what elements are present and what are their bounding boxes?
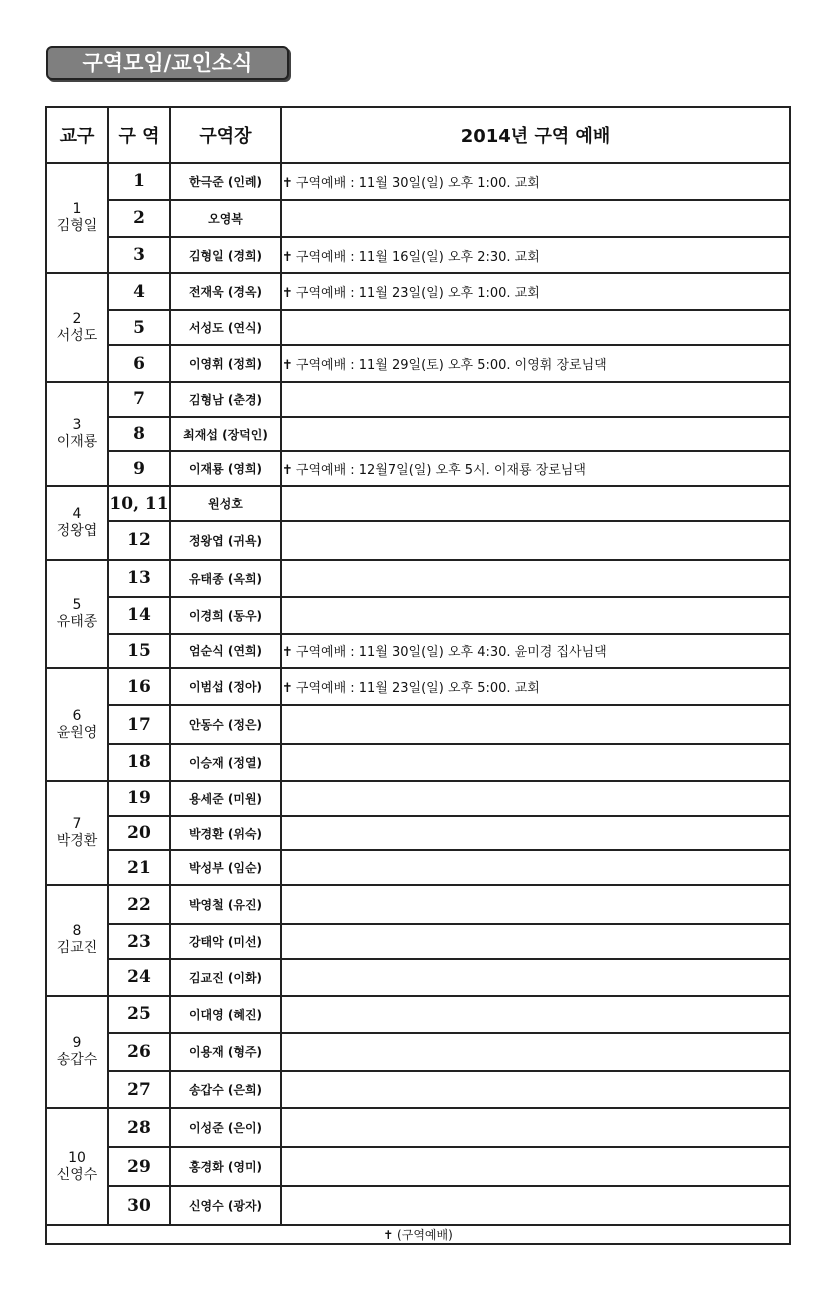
table-row — [46, 816, 790, 851]
district-leader: 전재욱 (경옥) — [170, 273, 281, 310]
worship-schedule-cell — [281, 924, 790, 959]
district-leader: 오영복 — [170, 200, 281, 237]
worship-schedule-cell — [281, 417, 790, 452]
district-leader: 김형일 (경희) — [170, 237, 281, 274]
worship-schedule-cell — [281, 1071, 790, 1108]
header-gyogu: 교구 — [46, 107, 108, 163]
district-leader: 한극준 (인례) — [170, 163, 281, 200]
table-row — [46, 1071, 790, 1108]
table-row — [46, 521, 790, 560]
gyogu-number: 10 — [68, 1149, 86, 1166]
gyogu-pastor-name: 신영수 — [56, 1166, 98, 1183]
gyogu-cell — [46, 781, 108, 885]
footer-legend: ✝ (구역예배) — [46, 1225, 790, 1244]
worship-schedule-cell — [281, 634, 790, 669]
district-leader: 김형남 (춘경) — [170, 382, 281, 417]
table-row — [46, 486, 790, 521]
worship-schedule-cell — [281, 1108, 790, 1147]
worship-schedule-cell — [281, 382, 790, 417]
worship-schedule-text: 구역예배 : 11월 30일(일) 오후 1:00. 교회 — [295, 175, 540, 191]
worship-schedule-text: 구역예배 : 11월 30일(일) 오후 4:30. 윤미경 집사님댁 — [295, 645, 607, 661]
table-row — [46, 1186, 790, 1225]
district-leader: 박성부 (임순) — [170, 850, 281, 885]
district-leader: 원성호 — [170, 486, 281, 521]
table-row — [46, 560, 790, 597]
gyogu-cell — [46, 1108, 108, 1225]
district-leader: 박영철 (유진) — [170, 885, 281, 924]
footer-row — [46, 1225, 790, 1244]
district-leader: 안동수 (정은) — [170, 705, 281, 744]
gyogu-number: 3 — [72, 417, 82, 434]
table-row — [46, 850, 790, 885]
worship-schedule-cell — [281, 996, 790, 1033]
worship-schedule-cell — [281, 597, 790, 634]
district-leader: 서성도 (연식) — [170, 310, 281, 345]
district-number: 15 — [108, 634, 170, 669]
district-number: 1 — [108, 163, 170, 200]
table-row — [46, 885, 790, 924]
district-leader: 이영휘 (정희) — [170, 345, 281, 382]
district-number: 29 — [108, 1147, 170, 1186]
table-row — [46, 705, 790, 744]
cross-icon: ✝ — [282, 286, 293, 302]
district-number: 25 — [108, 996, 170, 1033]
district-leader: 용세준 (미원) — [170, 781, 281, 816]
district-number: 21 — [108, 850, 170, 885]
district-number: 30 — [108, 1186, 170, 1225]
worship-schedule-cell — [281, 850, 790, 885]
table-row — [46, 237, 790, 274]
gyogu-cell — [46, 560, 108, 668]
gyogu-pastor-name: 김형일 — [56, 218, 98, 235]
district-number: 19 — [108, 781, 170, 816]
district-number: 12 — [108, 521, 170, 560]
worship-schedule-cell — [281, 1147, 790, 1186]
worship-schedule-text: 구역예배 : 11월 16일(일) 오후 2:30. 교회 — [295, 249, 540, 265]
district-number: 16 — [108, 668, 170, 705]
cross-icon: ✝ — [282, 175, 293, 191]
gyogu-number: 1 — [72, 201, 82, 218]
worship-schedule-cell — [281, 1186, 790, 1225]
worship-schedule-text: 구역예배 : 11월 29일(토) 오후 5:00. 이영휘 장로님댁 — [295, 358, 607, 373]
worship-schedule-cell — [281, 310, 790, 345]
gyogu-pastor-name: 송갑수 — [56, 1051, 98, 1068]
worship-schedule-cell — [281, 668, 790, 705]
table-row — [46, 200, 790, 237]
district-number: 6 — [108, 345, 170, 382]
worship-schedule-cell — [281, 200, 790, 237]
gyogu-pastor-name: 정왕엽 — [56, 523, 98, 540]
worship-schedule-cell — [281, 521, 790, 560]
table-row — [46, 959, 790, 996]
district-leader: 이경희 (동우) — [170, 597, 281, 634]
header-row — [46, 107, 790, 163]
cross-icon: ✝ — [282, 358, 293, 373]
district-number: 2 — [108, 200, 170, 237]
worship-schedule-cell — [281, 959, 790, 996]
district-leader: 강태악 (미선) — [170, 924, 281, 959]
table-row — [46, 634, 790, 669]
worship-schedule-cell — [281, 816, 790, 851]
table-row — [46, 417, 790, 452]
cross-icon: ✝ — [282, 463, 293, 479]
gyogu-cell — [46, 273, 108, 381]
district-number: 17 — [108, 705, 170, 744]
district-leader: 이용재 (형주) — [170, 1033, 281, 1072]
district-number: 8 — [108, 417, 170, 452]
worship-schedule-cell — [281, 163, 790, 200]
district-number: 14 — [108, 597, 170, 634]
cross-icon: ✝ — [282, 249, 293, 265]
cross-icon: ✝ — [282, 645, 293, 661]
gyogu-cell — [46, 885, 108, 995]
gyogu-number: 2 — [72, 310, 82, 327]
district-number: 5 — [108, 310, 170, 345]
worship-schedule-cell — [281, 705, 790, 744]
worship-schedule-cell — [281, 273, 790, 310]
district-leader: 홍경화 (영미) — [170, 1147, 281, 1186]
district-leader: 신영수 (광자) — [170, 1186, 281, 1225]
district-leader: 정왕엽 (귀욕) — [170, 521, 281, 560]
table-row — [46, 451, 790, 486]
worship-schedule-text: 구역예배 : 11월 23일(일) 오후 1:00. 교회 — [295, 286, 540, 302]
worship-schedule-cell — [281, 345, 790, 382]
worship-schedule-cell — [281, 781, 790, 816]
table-row — [46, 1147, 790, 1186]
district-number: 3 — [108, 237, 170, 274]
worship-schedule-cell — [281, 560, 790, 597]
gyogu-pastor-name: 이재룡 — [56, 434, 98, 451]
district-worship-table — [45, 106, 791, 1245]
table-row — [46, 1033, 790, 1072]
section-title: 구역모임/교인소식 — [46, 46, 289, 80]
worship-schedule-cell — [281, 1033, 790, 1072]
district-leader: 김교진 (이화) — [170, 959, 281, 996]
district-leader: 이승재 (정열) — [170, 744, 281, 781]
table-row — [46, 781, 790, 816]
table-row — [46, 597, 790, 634]
worship-schedule-cell — [281, 744, 790, 781]
gyogu-cell — [46, 163, 108, 273]
gyogu-number: 4 — [72, 506, 82, 523]
district-number: 9 — [108, 451, 170, 486]
cross-icon: ✝ — [282, 681, 293, 697]
district-number: 10, 11 — [108, 486, 170, 521]
worship-schedule-text: 구역예배 : 12월7일(일) 오후 5시. 이재룡 장로님댁 — [295, 463, 586, 479]
district-leader: 송갑수 (은희) — [170, 1071, 281, 1108]
gyogu-pastor-name: 유태종 — [56, 614, 98, 631]
district-number: 28 — [108, 1108, 170, 1147]
worship-schedule-cell — [281, 885, 790, 924]
table-row — [46, 273, 790, 310]
table-row — [46, 382, 790, 417]
table-row — [46, 1108, 790, 1147]
district-leader: 엄순식 (연희) — [170, 634, 281, 669]
district-leader: 이재룡 (영희) — [170, 451, 281, 486]
table-row — [46, 744, 790, 781]
district-leader: 유태종 (옥희) — [170, 560, 281, 597]
table-row — [46, 163, 790, 200]
worship-schedule-cell — [281, 486, 790, 521]
worship-schedule-text: 구역예배 : 11월 23일(일) 오후 5:00. 교회 — [295, 681, 540, 697]
gyogu-pastor-name: 김교진 — [56, 940, 98, 957]
table-row — [46, 996, 790, 1033]
table-row — [46, 345, 790, 382]
table-row — [46, 668, 790, 705]
district-number: 22 — [108, 885, 170, 924]
table-row — [46, 310, 790, 345]
district-number: 7 — [108, 382, 170, 417]
district-number: 23 — [108, 924, 170, 959]
worship-schedule-cell — [281, 237, 790, 274]
gyogu-cell — [46, 382, 108, 486]
gyogu-number: 7 — [72, 816, 82, 833]
header-worship: 2014년 구역 예배 — [281, 107, 790, 163]
district-number: 20 — [108, 816, 170, 851]
district-leader: 이성준 (은이) — [170, 1108, 281, 1147]
header-leader: 구역장 — [170, 107, 281, 163]
gyogu-pastor-name: 윤원영 — [56, 724, 98, 741]
header-guyeok: 구 역 — [108, 107, 170, 163]
table-row — [46, 924, 790, 959]
district-leader: 박경환 (위숙) — [170, 816, 281, 851]
gyogu-number: 5 — [72, 597, 82, 614]
worship-schedule-cell — [281, 451, 790, 486]
gyogu-pastor-name: 서성도 — [56, 327, 98, 344]
gyogu-number: 9 — [72, 1034, 82, 1051]
district-number: 26 — [108, 1033, 170, 1072]
district-number: 24 — [108, 959, 170, 996]
district-number: 27 — [108, 1071, 170, 1108]
district-leader: 최재섭 (장덕인) — [170, 417, 281, 452]
gyogu-pastor-name: 박경환 — [56, 833, 98, 850]
gyogu-number: 8 — [72, 923, 82, 940]
district-number: 4 — [108, 273, 170, 310]
gyogu-cell — [46, 486, 108, 560]
gyogu-number: 6 — [72, 707, 82, 724]
district-leader: 이대영 (혜진) — [170, 996, 281, 1033]
district-number: 13 — [108, 560, 170, 597]
gyogu-cell — [46, 996, 108, 1109]
district-leader: 이범섭 (정아) — [170, 668, 281, 705]
gyogu-cell — [46, 668, 108, 781]
district-number: 18 — [108, 744, 170, 781]
